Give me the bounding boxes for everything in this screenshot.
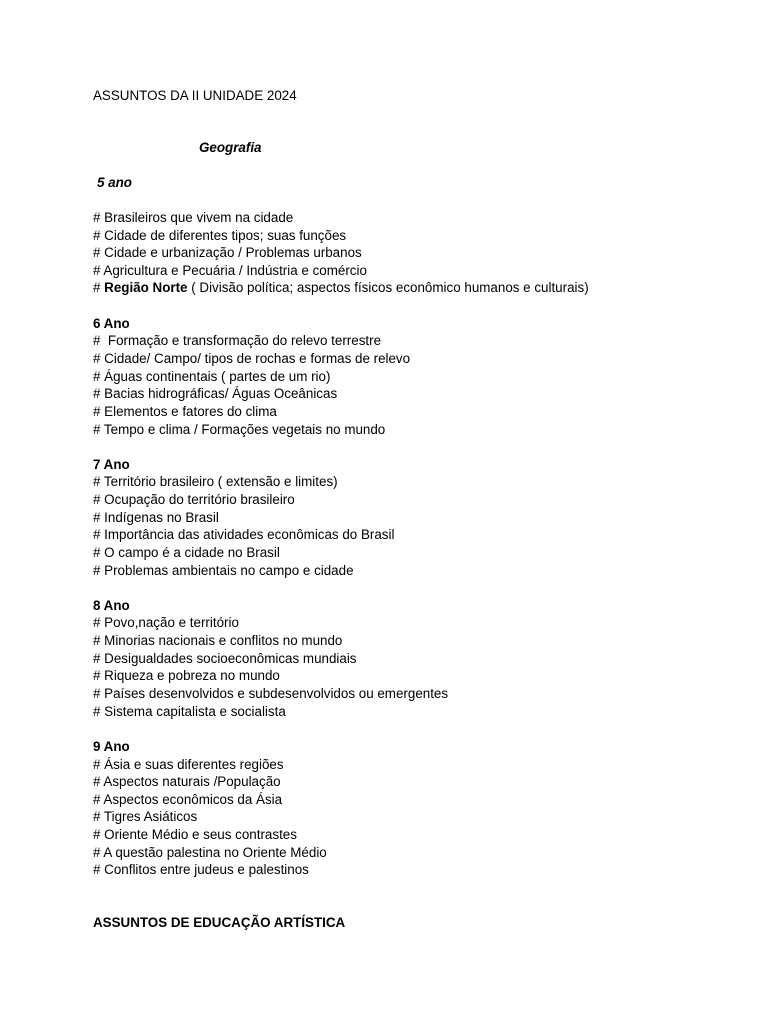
regiao-norte-detail: ( Divisão política; aspectos físicos econômico humanos e culturais) — [187, 280, 589, 295]
list-item: # Formação e transformação do relevo terrestre — [93, 333, 382, 348]
list-item: # Oriente Médio e seus contrastes — [93, 827, 297, 842]
list-item: # O campo é a cidade no Brasil — [93, 545, 280, 560]
list-item: # Ocupação do território brasileiro — [93, 492, 295, 507]
regiao-norte-label: Região Norte — [104, 280, 188, 295]
list-item: # Elementos e fatores do clima — [93, 404, 277, 419]
list-item: # Minorias nacionais e conflitos no mundo — [93, 633, 343, 648]
section-heading-7-ano: 7 Ano — [93, 457, 130, 472]
list-item: # Ásia e suas diferentes regiões — [93, 757, 284, 772]
list-item: # Riqueza e pobreza no mundo — [93, 668, 280, 683]
list-item: # Aspectos econômicos da Ásia — [93, 792, 283, 807]
subject-title: Geografia — [199, 140, 262, 155]
list-item: # Indígenas no Brasil — [93, 510, 219, 525]
list-item: # Bacias hidrográficas/ Águas Oceânicas — [93, 386, 338, 401]
list-item: # Cidade de diferentes tipos; suas funções — [93, 228, 347, 243]
list-item: # Brasileiros que vivem na cidade — [93, 210, 294, 225]
list-item: # Aspectos naturais /População — [93, 774, 281, 789]
list-item-regiao-norte — [93, 279, 589, 297]
list-item: # Território brasileiro ( extensão e limites) — [93, 474, 338, 489]
list-item: # A questão palestina no Oriente Médio — [93, 845, 327, 860]
footer-heading: ASSUNTOS DE EDUCAÇÃO ARTÍSTICA — [93, 915, 346, 930]
list-item: # Importância das atividades econômicas do Brasil — [93, 527, 395, 542]
list-item: # Países desenvolvidos e subdesenvolvidos ou emergentes — [93, 686, 449, 701]
list-item: # Tempo e clima / Formações vegetais no mundo — [93, 422, 386, 437]
section-heading-5-ano: 5 ano — [97, 175, 132, 190]
list-item: # Conflitos entre judeus e palestinos — [93, 862, 309, 877]
list-item: # Problemas ambientais no campo e cidade — [93, 563, 354, 578]
list-item: # Agricultura e Pecuária / Indústria e comércio — [93, 263, 367, 278]
document-header: ASSUNTOS DA II UNIDADE 2024 — [93, 88, 297, 103]
section-heading-9-ano: 9 Ano — [93, 739, 130, 754]
list-item: # Cidade e urbanização / Problemas urbanos — [93, 245, 362, 260]
list-item: # Águas continentais ( partes de um rio) — [93, 369, 331, 384]
list-item: # Tigres Asiáticos — [93, 809, 198, 824]
list-item: # Sistema capitalista e socialista — [93, 704, 286, 719]
section-heading-8-ano: 8 Ano — [93, 598, 130, 613]
list-item-prefix: # — [93, 280, 105, 295]
section-heading-6-ano: 6 Ano — [93, 316, 130, 331]
list-item: # Cidade/ Campo/ tipos de rochas e formas de relevo — [93, 351, 411, 366]
list-item: # Desigualdades socioeconômicas mundiais — [93, 651, 357, 666]
list-item: # Povo,nação e território — [93, 615, 239, 630]
